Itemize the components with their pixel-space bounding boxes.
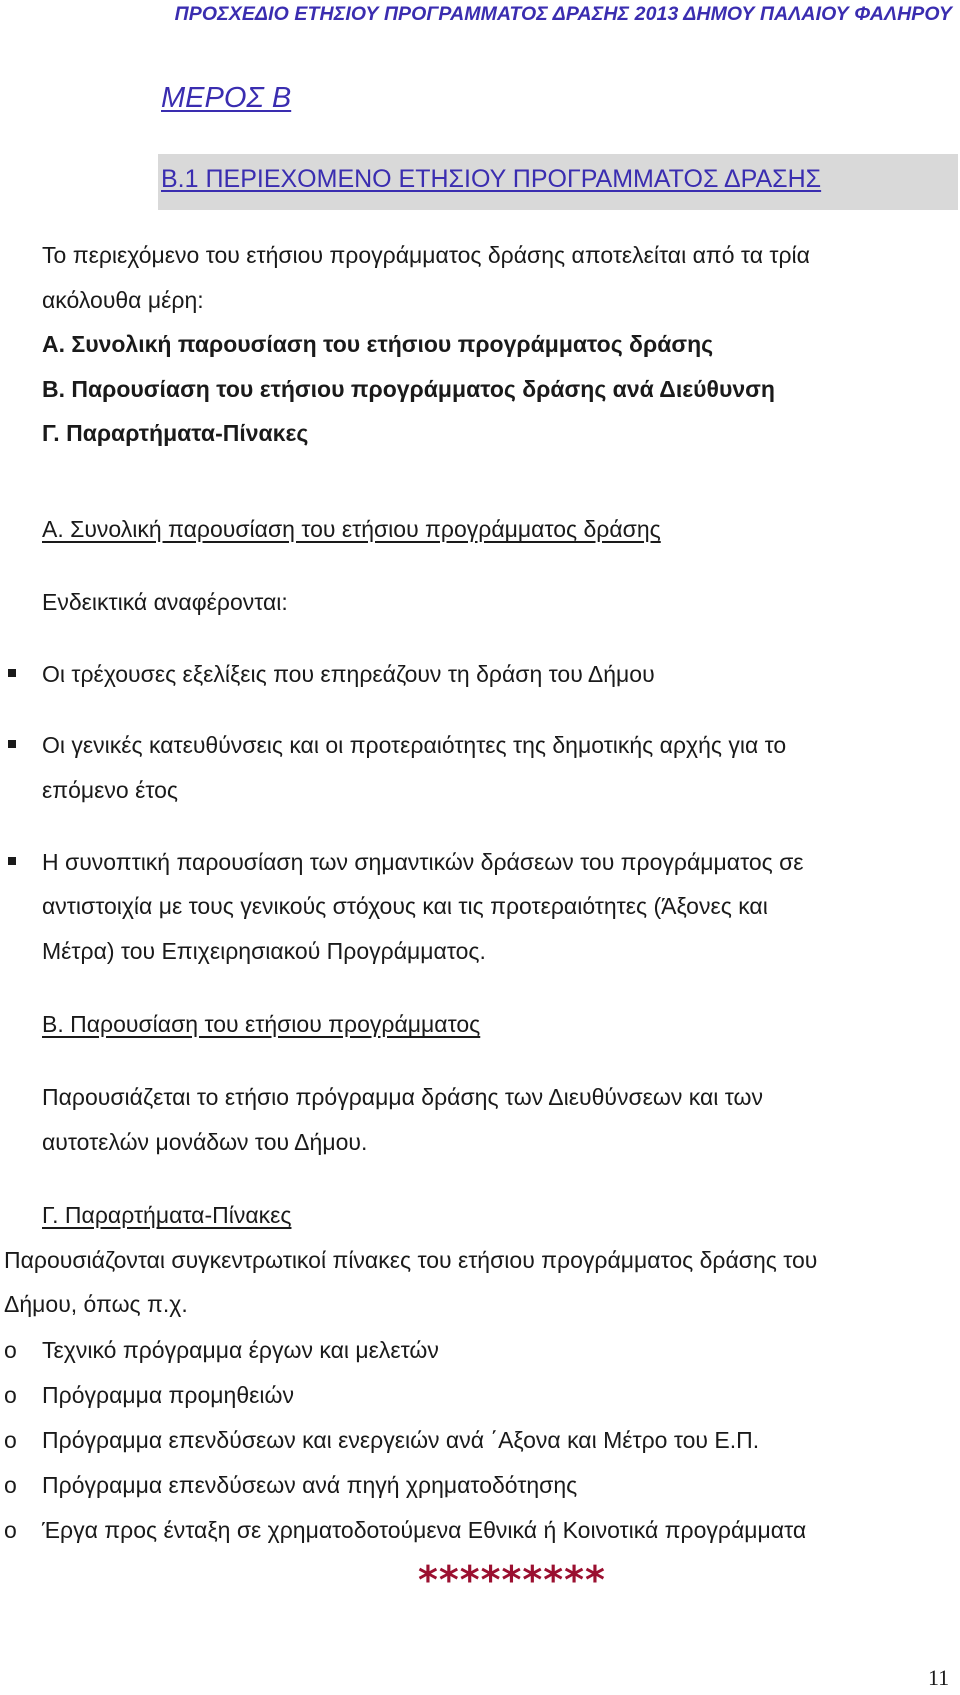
section-a-bullet-2-line-1: Οι γενικές κατευθύνσεις και οι προτεραιότητες της δημοτικής αρχής για το <box>42 732 787 758</box>
section-a-bullet-1: Οι τρέχουσες εξελίξεις που επηρεάζουν τη δράση του Δήμου <box>42 661 655 687</box>
section-c-item-4: Πρόγραμμα επενδύσεων ανά πηγή χρηματοδότησης <box>42 1472 578 1498</box>
circle-bullet-icon: o <box>4 1472 17 1498</box>
circle-bullet-icon: o <box>4 1517 17 1543</box>
section-a-lead: Ενδεικτικά αναφέρονται: <box>42 589 288 615</box>
section-title: Β.1 ΠΕΡΙΕΧΟΜΕΝΟ ΕΤΗΣΙΟΥ ΠΡΟΓΡΑΜΜΑΤΟΣ ΔΡΑΣΗΣ <box>161 165 822 193</box>
end-stars-divider: ********* <box>418 1558 606 1602</box>
section-c-item-1: Τεχνικό πρόγραμμα έργων και μελετών <box>42 1337 439 1363</box>
section-a-bullet-3-line-1: Η συνοπτική παρουσίαση των σημαντικών δράσεων του προγράμματος σε <box>42 849 804 875</box>
section-c-item-3: Πρόγραμμα επενδύσεων και ενεργειών ανά ΄Αξονα και Μέτρο του Ε.Π. <box>42 1427 760 1453</box>
page-number: 11 <box>928 1665 950 1690</box>
section-a-heading: Α. Συνολική παρουσίαση του ετήσιου προγράμματος δράσης <box>42 516 661 542</box>
section-a-bullet-2-line-2: επόμενο έτος <box>42 777 178 803</box>
part-title: ΜΕΡΟΣ Β <box>161 82 292 114</box>
intro-part-c: Γ. Παραρτήματα-Πίνακες <box>42 420 309 446</box>
section-b-line-1: Παρουσιάζεται το ετήσιο πρόγραμμα δράσης των Διευθύνσεων και των <box>42 1084 763 1110</box>
section-c-line-1: Παρουσιάζονται συγκεντρωτικοί πίνακες του ετήσιου προγράμματος δράσης του <box>4 1247 818 1273</box>
section-c-line-2: Δήμου, όπως π.χ. <box>4 1291 188 1317</box>
section-c-item-2: Πρόγραμμα προμηθειών <box>42 1382 294 1408</box>
square-bullet-icon <box>8 857 16 865</box>
section-a-bullet-3-line-2: αντιστοιχία με τους γενικούς στόχους και τις προτεραιότητες (Άξονες και <box>42 893 768 919</box>
intro-line-1: Το περιεχόμενο του ετήσιου προγράμματος δράσης αποτελείται από τα τρία <box>42 242 810 268</box>
circle-bullet-icon: o <box>4 1427 17 1453</box>
section-a-bullet-3-line-3: Μέτρα) του Επιχειρησιακού Προγράμματος. <box>42 938 486 964</box>
section-c-heading: Γ. Παραρτήματα-Πίνακες <box>42 1202 292 1228</box>
section-b-heading: Β. Παρουσίαση του ετήσιου προγράμματος <box>42 1011 481 1037</box>
circle-bullet-icon: o <box>4 1337 17 1363</box>
square-bullet-icon <box>8 669 16 677</box>
running-header: ΠΡΟΣΧΕΔΙΟ ΕΤΗΣΙΟΥ ΠΡΟΓΡΑΜΜΑΤΟΣ ΔΡΑΣΗΣ 2013 ΔΗΜΟΥ ΠΑΛΑΙΟΥ ΦΑΛΗΡΟΥ <box>174 3 952 25</box>
section-c-item-5: Έργα προς ένταξη σε χρηματοδοτούμενα Εθνικά ή Κοινοτικά προγράμματα <box>42 1517 807 1543</box>
intro-part-b: Β. Παρουσίαση του ετήσιου προγράμματος δράσης ανά Διεύθυνση <box>42 376 775 402</box>
section-b-line-2: αυτοτελών μονάδων του Δήμου. <box>42 1129 368 1155</box>
circle-bullet-icon: o <box>4 1382 17 1408</box>
intro-part-a: Α. Συνολική παρουσίαση του ετήσιου προγράμματος δράσης <box>42 331 714 357</box>
square-bullet-icon <box>8 740 16 748</box>
intro-line-2: ακόλουθα μέρη: <box>42 287 204 313</box>
